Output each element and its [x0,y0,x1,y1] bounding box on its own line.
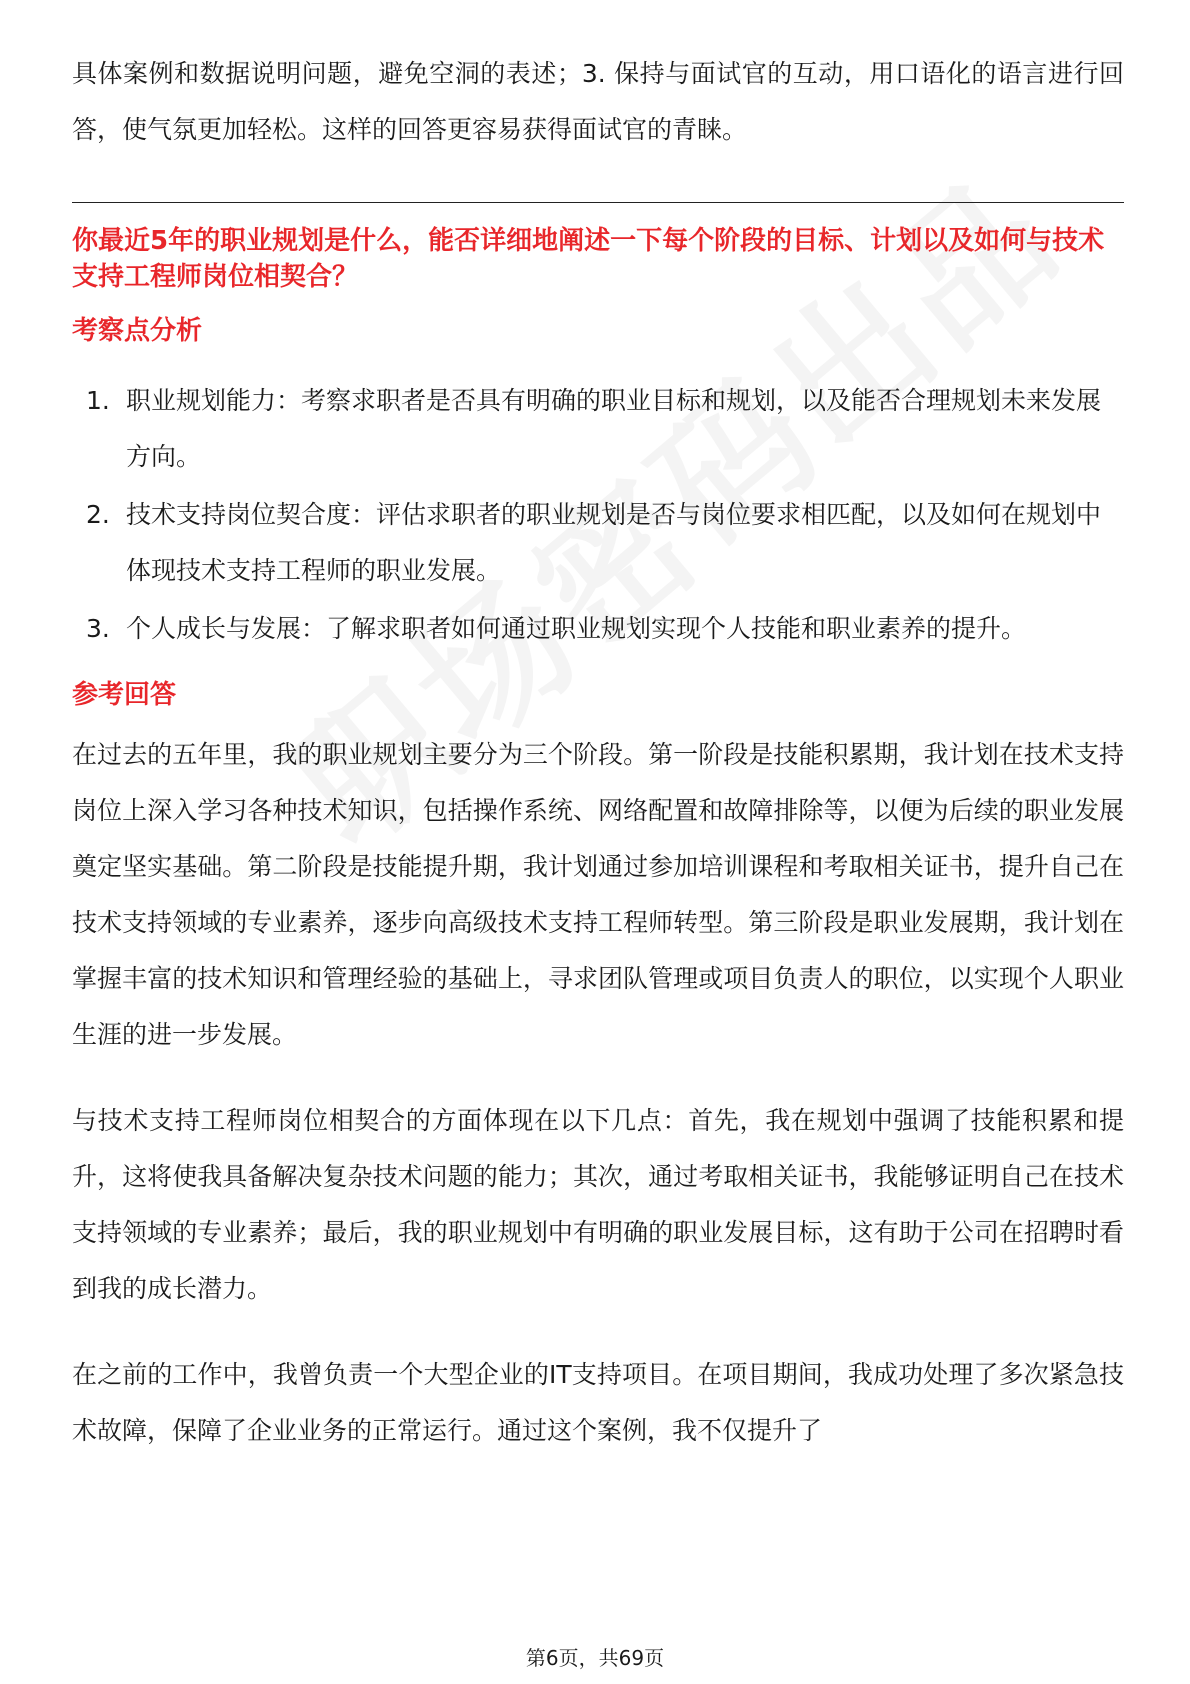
analysis-item-number: 2. [86,500,110,529]
analysis-item-text: 技术支持岗位契合度：评估求职者的职业规划是否与岗位要求相匹配，以及如何在规划中体现技术支持工程师的职业发展。 [126,500,1102,585]
answer-paragraph: 与技术支持工程师岗位相契合的方面体现在以下几点：首先，我在规划中强调了技能积累和提升，这将使我具备解决复杂技术问题的能力；其次，通过考取相关证书，我能够证明自己在技术支持领域的专业素养；最后，我的职业规划中有明确的职业发展目标，这有助于公司在招聘时看到我的成长潜力。 [72,1106,1124,1303]
analysis-item-number: 3. [86,614,110,643]
intro-paragraph: 具体案例和数据说明问题，避免空洞的表述；3. 保持与面试官的互动，用口语化的语言进行回答，使气氛更加轻松。这样的回答更容易获得面试官的青睐。 [72,59,1124,144]
analysis-item-text: 个人成长与发展：了解求职者如何通过职业规划实现个人技能和职业素养的提升。 [126,614,1027,643]
analysis-item [72,373,1124,485]
section-divider [72,202,1124,203]
analysis-title: 考察点分析 [72,316,203,346]
analysis-item-text: 职业规划能力：考察求职者是否具有明确的职业目标和规划，以及能否合理规划未来发展方向。 [126,386,1102,471]
page-content [72,46,1124,1459]
answer-paragraph: 在过去的五年里，我的职业规划主要分为三个阶段。第一阶段是技能积累期，我计划在技术支持岗位上深入学习各种技术知识，包括操作系统、网络配置和故障排除等，以便为后续的职业发展奠定坚实基础。第二阶段是技能提升期，我计划通过参加培训课程和考取相关证书，提升自己在技术支持领域的专业素养，逐步向高级技术支持工程师转型。第三阶段是职业发展期，我计划在掌握丰富的技术知识和管理经验的基础上，寻求团队管理或项目负责人的职位，以实现个人职业生涯的进一步发展。 [72,740,1124,1049]
interview-question: 你最近5年的职业规划是什么，能否详细地阐述一下每个阶段的目标、计划以及如何与技术支持工程师岗位相契合？ [72,226,1105,292]
page-number: 第6页，共69页 [525,1646,665,1670]
analysis-item-number: 1. [86,386,110,415]
analysis-item [72,487,1124,599]
answer-paragraph: 在之前的工作中，我曾负责一个大型企业的IT支持项目。在项目期间，我成功处理了多次紧急技术故障，保障了企业业务的正常运行。通过这个案例，我不仅提升了 [72,1360,1124,1445]
analysis-item [72,601,1124,657]
answer-title: 参考回答 [72,680,177,710]
analysis-list [72,373,1124,657]
